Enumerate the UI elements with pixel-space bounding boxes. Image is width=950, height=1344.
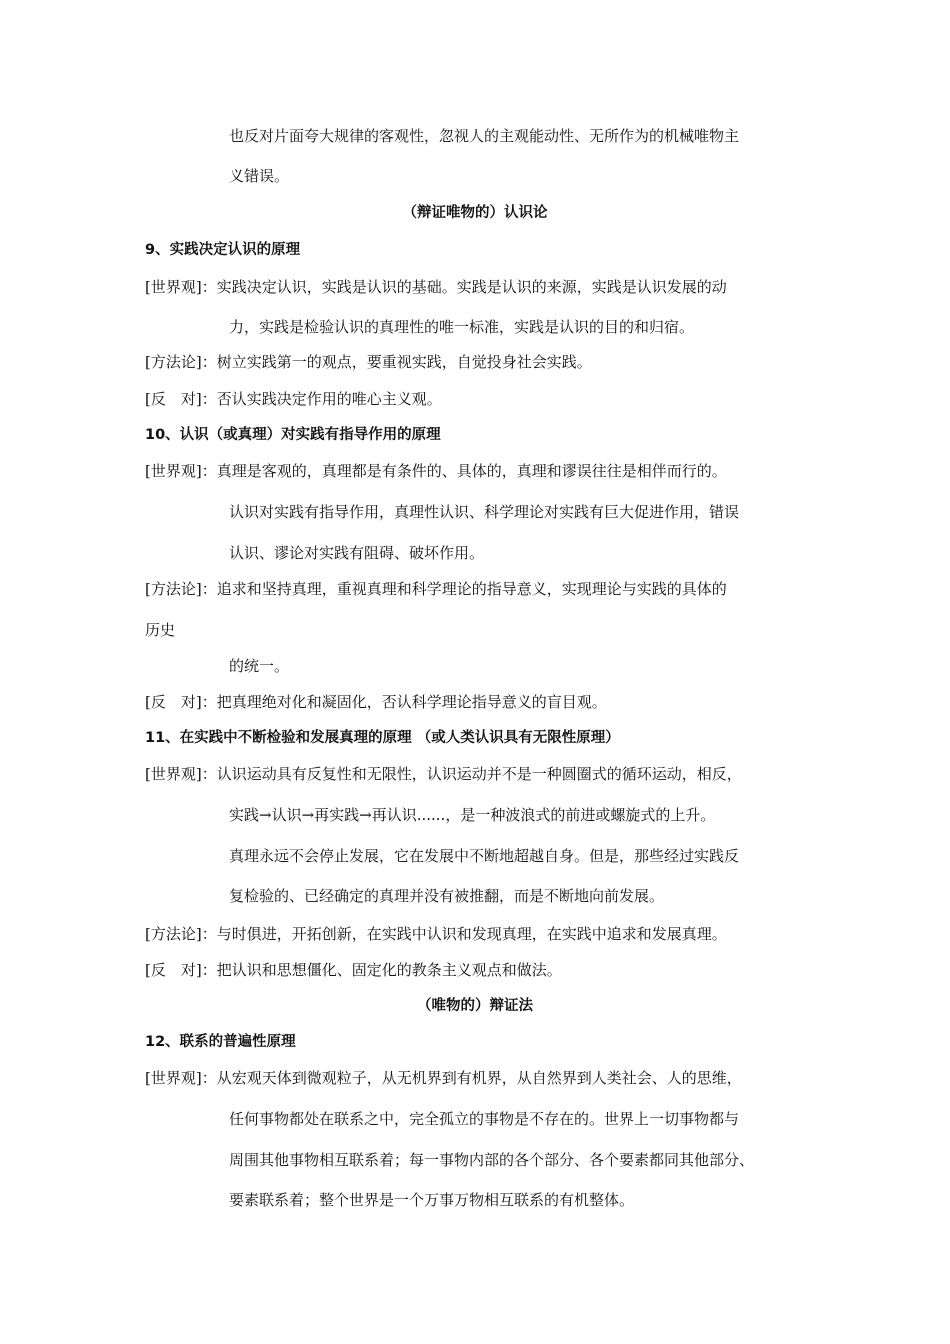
text-line: [世界观]：实践决定认识，实践是认识的基础。实践是认识的来源，实践是认识发展的动 [145,278,727,296]
text-line: 力，实践是检验认识的真理性的唯一标准，实践是认识的目的和归宿。 [229,318,695,336]
text-line: 实践→认识→再实践→再认识......，是一种波浪式的前进或螺旋式的上升。 [229,806,716,824]
principle-heading: 9、实践决定认识的原理 [145,242,301,258]
text-line: [世界观]：从宏观天体到微观粒子，从无机界到有机界，从自然界到人类社会、人的思维， [145,1069,742,1087]
text-line: [世界观]：认识运动具有反复性和无限性，认识运动并不是一种圆圈式的循环运动，相反， [145,765,742,783]
principle-heading: 11、在实践中不断检验和发展真理的原理 （或人类认识具有无限性原理） [145,730,620,746]
principle-heading: 12、联系的普遍性原理 [145,1034,296,1050]
text-line: 任何事物都处在联系之中，完全孤立的事物是不存在的。世界上一切事物都与 [229,1110,740,1128]
text-line: 也反对片面夸大规律的客观性，忽视人的主观能动性、无所作为的机械唯物主 [229,127,740,145]
text-line: 复检验的、已经确定的真理并没有被推翻，而是不断地向前发展。 [229,887,665,905]
text-line: [反 对]：否认实践决定作用的唯心主义观。 [145,390,442,408]
section-heading: （唯物的）辩证法 [417,998,533,1014]
text-line: 周围其他事物相互联系着；每一事物内部的各个部分、各个要素都同其他部分、 [229,1151,755,1169]
text-line: [方法论]：与时俱进，开拓创新，在实践中认识和发现真理，在实践中追求和发展真理。 [145,925,727,943]
text-line: 认识、谬论对实践有阻碍、破坏作用。 [229,544,485,562]
text-line: [方法论]：树立实践第一的观点，要重视实践，自觉投身社会实践。 [145,353,592,371]
principle-heading: 10、认识（或真理）对实践有指导作用的原理 [145,427,441,443]
text-line: [世界观]：真理是客观的，真理都是有条件的、具体的，真理和谬误往往是相伴而行的。 [145,462,727,480]
text-line: 要素联系着；整个世界是一个万事万物相互联系的有机整体。 [229,1191,635,1209]
text-line: 认识对实践有指导作用，真理性认识、科学理论对实践有巨大促进作用，错误 [229,503,740,521]
text-line: 真理永远不会停止发展，它在发展中不断地超越自身。但是，那些经过实践反 [229,847,740,865]
text-line: [反 对]：把认识和思想僵化、固定化的教条主义观点和做法。 [145,961,562,979]
text-line: 义错误。 [229,167,290,185]
text-line: 的统一。 [229,657,290,675]
text-line: [方法论]：追求和坚持真理，重视真理和科学理论的指导意义，实现理论与实践的具体的 [145,580,727,598]
section-heading: （辩证唯物的）认识论 [402,205,548,221]
text-line: [反 对]：把真理绝对化和凝固化，否认科学理论指导意义的盲目观。 [145,693,607,711]
text-line: 历史 [145,621,176,639]
